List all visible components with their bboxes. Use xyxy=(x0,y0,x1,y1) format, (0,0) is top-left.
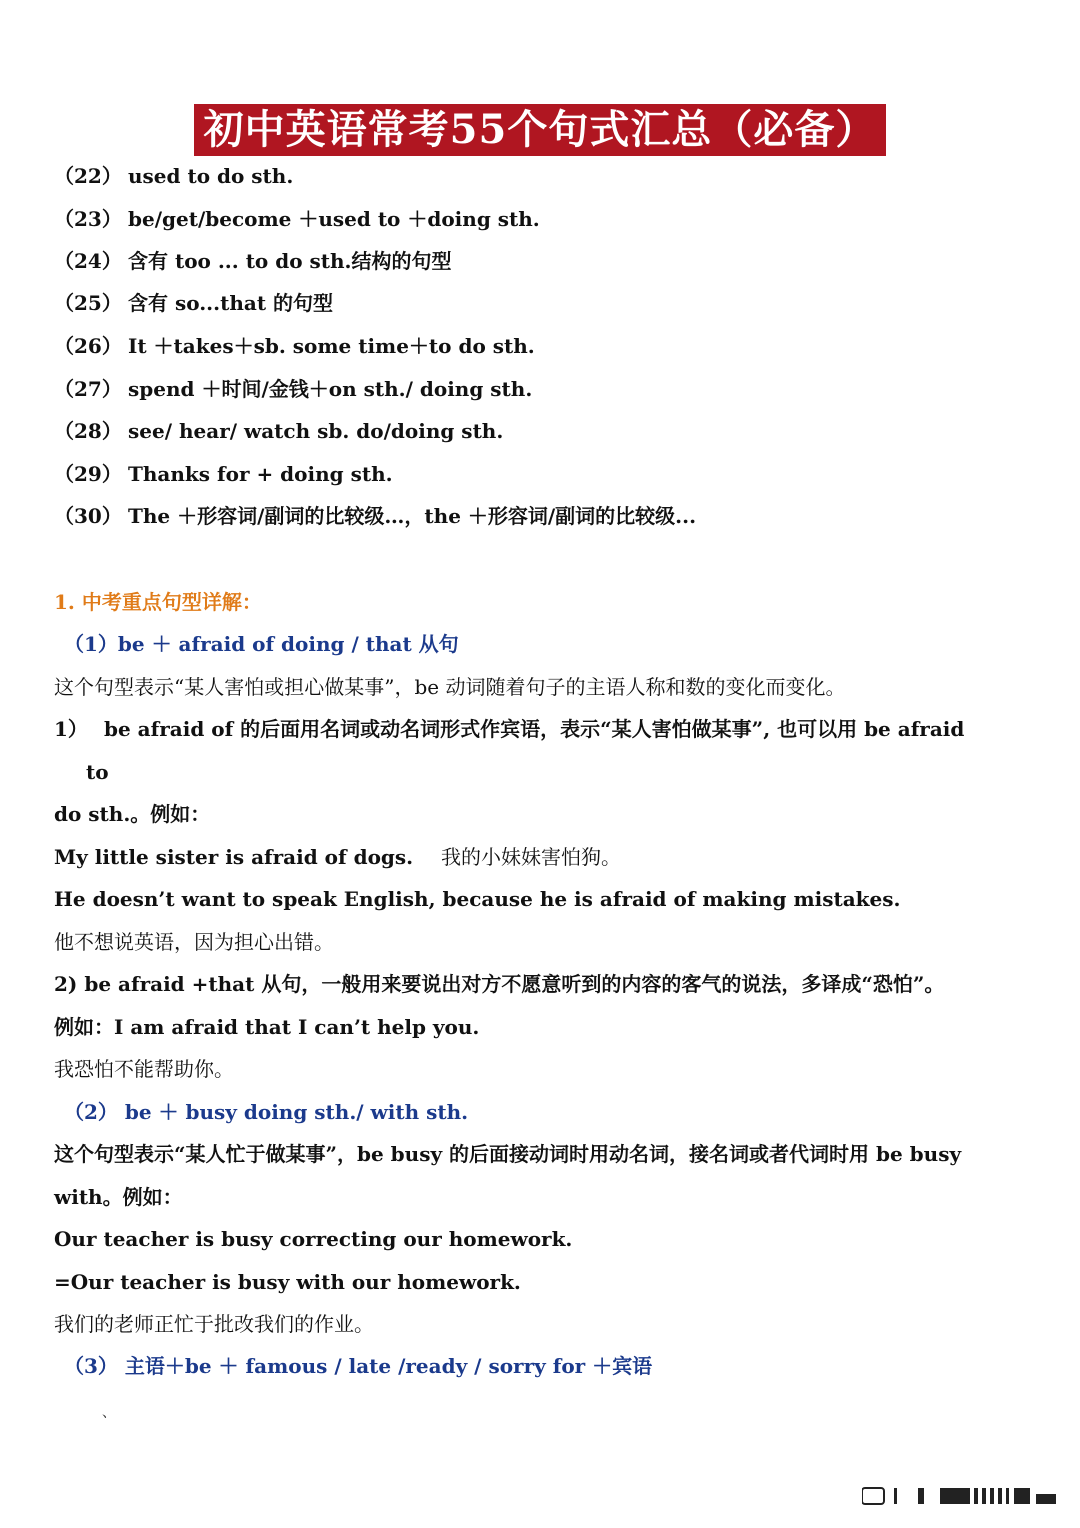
example-sentence: Our teacher is busy correcting our homework. xyxy=(54,1227,573,1251)
list-item: （25） 含有 so...that 的句型 xyxy=(54,291,334,315)
example-sentence: My little sister is afraid of dogs. 我的小妹妹害怕狗。 xyxy=(54,845,621,869)
list-item: （28） see/ hear/ watch sb. do/doing sth. xyxy=(54,419,504,443)
list-item: （23） be/get/become ＋used to ＋doing sth. xyxy=(54,207,540,231)
subsection-heading-1: （1）be ＋ afraid of doing / that 从句 xyxy=(64,632,459,656)
point-1-continuation: to xyxy=(86,760,109,784)
list-item: （22） used to do sth. xyxy=(54,164,294,188)
stray-mark: 、 xyxy=(102,1405,116,1421)
example-translation: 我恐怕不能帮助你。 xyxy=(54,1057,234,1081)
barcode-icon xyxy=(862,1486,1058,1506)
list-item: （26） It ＋takes＋sb. some time＋to do sth. xyxy=(54,334,535,358)
example-translation: 我们的老师正忙于批改我们的作业。 xyxy=(54,1312,374,1336)
example-sentence: 例如：I am afraid that I can’t help you. xyxy=(54,1015,480,1039)
list-item: （27） spend ＋时间/金钱＋on sth./ doing sth. xyxy=(54,377,533,401)
example-sentence: =Our teacher is busy with our homework. xyxy=(54,1270,521,1294)
point-1: 1） be afraid of 的后面用名词或动名词形式作宾语，表示“某人害怕做某事”, 也可以用 be afraid xyxy=(54,717,965,741)
subsection-heading-3: （3） 主语＋be ＋ famous / late /ready / sorry for ＋宾语 xyxy=(64,1354,653,1378)
subsection-heading-2: （2） be ＋ busy doing sth./ with sth. xyxy=(64,1100,469,1124)
list-item: （30） The ＋形容词/副词的比较级…，the ＋形容词/副词的比较级... xyxy=(54,504,697,528)
paragraph: 这个句型表示“某人害怕或担心做某事”，be 动词随着句子的主语人称和数的变化而变化。 xyxy=(54,675,846,699)
title-banner xyxy=(0,104,1080,156)
page-title: 初中英语常考55个句式汇总（必备） xyxy=(194,104,887,156)
paragraph-continuation: with。例如： xyxy=(54,1185,183,1209)
point-1-continuation-2: do sth.。例如： xyxy=(54,802,211,826)
paragraph: 这个句型表示“某人忙于做某事”，be busy 的后面接动词时用动名词，接名词或者代词时用 be busy xyxy=(54,1142,962,1166)
example-translation: 他不想说英语，因为担心出错。 xyxy=(54,930,334,954)
example-sentence: He doesn’t want to speak English, because he is afraid of making mistakes. xyxy=(54,887,901,911)
list-item: （24） 含有 too ... to do sth.结构的句型 xyxy=(54,249,452,273)
point-2: 2) be afraid +that 从句，一般用来要说出对方不愿意听到的内容的客气的说法，多译成“恐怕”。 xyxy=(54,972,945,996)
section-heading: 1. 中考重点句型详解： xyxy=(54,590,262,614)
list-item: （29） Thanks for + doing sth. xyxy=(54,462,393,486)
